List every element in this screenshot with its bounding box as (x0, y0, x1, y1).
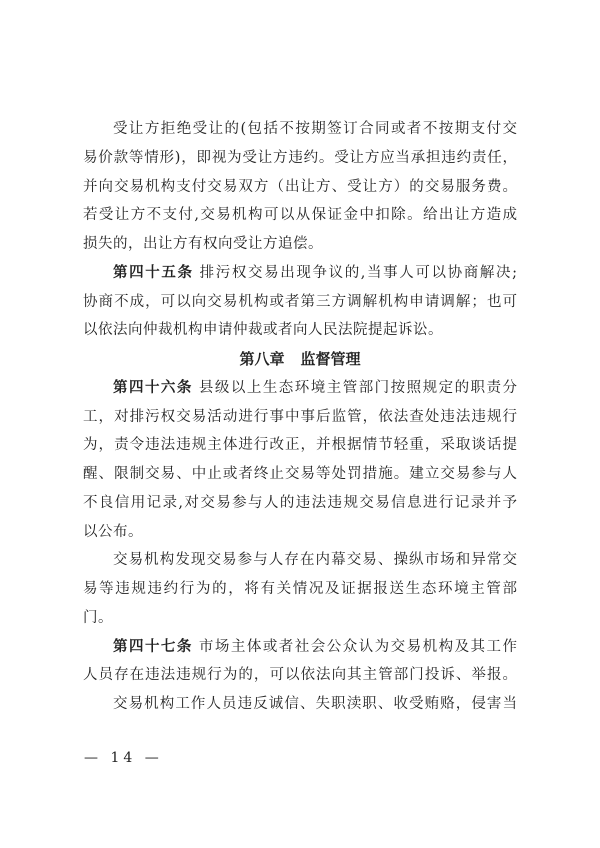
line-text: 门。 (83, 609, 113, 626)
chapter-title: 监督管理 (300, 350, 361, 368)
text-line (83, 374, 517, 403)
line-text: 醒、限制交易、中止或者终止交易等处罚措施。建立交易参与人 (83, 466, 517, 482)
text-line (83, 546, 517, 575)
line-text: 以公布。 (83, 523, 143, 540)
line-text: 县级以上生态环境主管部门按照规定的职责分 (198, 379, 518, 396)
line-text: 人员存在违法违规行为的，可以依法向其主管部门投诉、举报。 (83, 667, 517, 684)
line-text: 交易机构发现交易参与人存在内幕交易、操纵市场和异常交 (113, 552, 517, 569)
line-text: 市场主体或者社会公众认为交易机构及其工作 (198, 638, 518, 655)
line-text: 以依法向仲裁机构申请仲裁或者向人民法院提起诉讼。 (83, 322, 443, 339)
text-line (83, 460, 517, 489)
line-text: 工，对排污权交易活动进行事中事后监管，依法查处违法违规行 (83, 408, 517, 425)
text-line (83, 431, 517, 460)
article-number: 第四十五条 (113, 263, 194, 281)
text-line (83, 115, 517, 144)
text-line (83, 144, 517, 173)
line-text: 并向交易机构支付交易双方（出让方、受让方）的交易服务费。 (83, 178, 517, 195)
text-line (83, 288, 517, 317)
text-line (83, 316, 517, 345)
line-text: 交易机构工作人员违反诚信、失职渎职、收受贿赂，侵害当 (113, 696, 517, 712)
line-text: 不良信用记录,对交易参与人的违法违规交易信息进行记录并予 (83, 494, 517, 511)
text-line (83, 403, 517, 432)
chapter-number: 第八章 (239, 350, 285, 368)
article-number: 第四十七条 (113, 637, 193, 655)
line-text: 受让方拒绝受让的(包括不按期签订合同或者不按期支付交 (113, 121, 517, 137)
line-text: 排污权交易出现争议的,当事人可以协商解决; (199, 264, 518, 281)
text-line (83, 661, 517, 690)
line-text: 易价款等情形)，即视为受让方违约。受让方应当承担违约责任， (83, 149, 517, 166)
text-line (83, 489, 517, 518)
article-number: 第四十六条 (113, 378, 193, 396)
chapter-heading (83, 345, 517, 374)
text-line (83, 633, 517, 662)
line-text: 易等违规违约行为的，将有关情况及证据报送生态环境主管部 (83, 581, 517, 597)
line-text: 损失的，出让方有权向受让方追偿。 (83, 236, 323, 252)
text-line (83, 230, 517, 259)
text-line (83, 518, 517, 547)
line-text: 若受让方不支付,交易机构可以从保证金中扣除。给出让方造成 (83, 207, 517, 224)
text-line (83, 259, 517, 288)
text-line (83, 690, 517, 719)
text-line (83, 604, 517, 633)
document-body (83, 115, 517, 719)
line-text: 为，责令违法违规主体进行改正，并根据情节轻重，采取谈话提 (83, 437, 517, 454)
text-line (83, 201, 517, 230)
text-line (83, 173, 517, 202)
line-text: 协商不成，可以向交易机构或者第三方调解机构申请调解；也可 (83, 293, 517, 310)
page-number: — 14 — (84, 750, 163, 766)
text-line (83, 575, 517, 604)
